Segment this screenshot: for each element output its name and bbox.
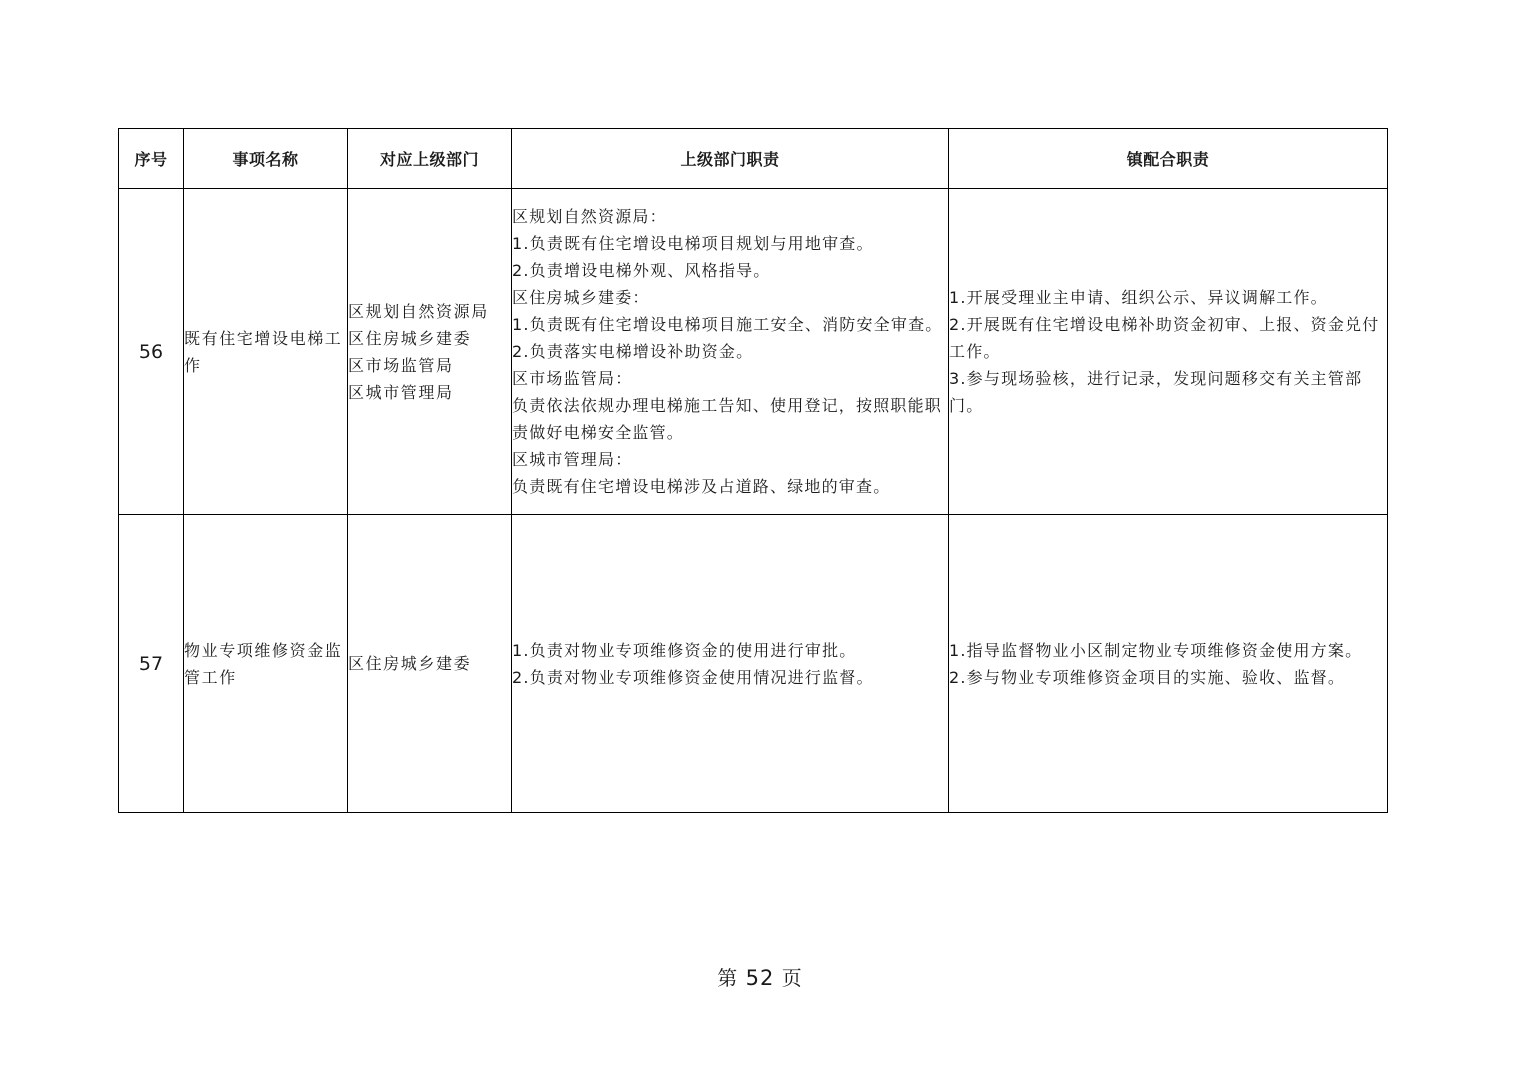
coop-line: 1.开展受理业主申请、组织公示、异议调解工作。 bbox=[949, 288, 1328, 307]
table-row bbox=[119, 515, 1388, 813]
page-number-value: 52 bbox=[745, 966, 775, 990]
duty-line: 1.负责对物业专项维修资金的使用进行审批。 bbox=[512, 640, 857, 660]
duty-line: 区规划自然资源局： bbox=[512, 207, 667, 226]
duty-line: 负责依法依规办理电梯施工告知、使用登记，按照职能职责做好电梯安全监管。 bbox=[512, 396, 943, 442]
duty-line: 区住房城乡建委： bbox=[512, 288, 650, 307]
coop-line: 2.开展既有住宅增设电梯补助资金初审、上报、资金兑付工作。 bbox=[949, 315, 1380, 361]
duty-line: 2.负责对物业专项维修资金使用情况进行监督。 bbox=[512, 667, 874, 687]
dept-line: 区城市管理局 bbox=[348, 382, 454, 402]
table-header-row bbox=[119, 129, 1388, 189]
dept-line: 区规划自然资源局 bbox=[348, 301, 489, 321]
page-number bbox=[0, 962, 1520, 991]
row-superior-dept bbox=[348, 515, 512, 813]
header-item-name: 事项名称 bbox=[184, 129, 348, 189]
duty-line: 1.负责既有住宅增设电梯项目规划与用地审查。 bbox=[512, 234, 874, 253]
header-superior-duty: 上级部门职责 bbox=[512, 129, 949, 189]
duty-table bbox=[118, 128, 1388, 813]
row-item-name bbox=[184, 515, 348, 813]
coop-line: 2.参与物业专项维修资金项目的实施、验收、监督。 bbox=[949, 667, 1346, 687]
coop-line: 3.参与现场验核，进行记录，发现问题移交有关主管部门。 bbox=[949, 369, 1363, 415]
header-seq: 序号 bbox=[119, 129, 184, 189]
duty-line: 区城市管理局： bbox=[512, 450, 633, 469]
row-town-duty bbox=[949, 515, 1388, 813]
row-superior-duty bbox=[512, 189, 949, 515]
duty-line: 2.负责落实电梯增设补助资金。 bbox=[512, 342, 754, 361]
header-town-duty: 镇配合职责 bbox=[949, 129, 1388, 189]
duty-line: 区市场监管局： bbox=[512, 369, 633, 388]
duty-line: 1.负责既有住宅增设电梯项目施工安全、消防安全审查。 bbox=[512, 315, 943, 334]
row-item-name bbox=[184, 189, 348, 515]
item-name-text: 物业专项维修资金监管工作 bbox=[184, 640, 343, 687]
row-superior-duty bbox=[512, 515, 949, 813]
row-superior-dept bbox=[348, 189, 512, 515]
page-number-prefix: 第 bbox=[717, 966, 739, 990]
duty-line: 2.负责增设电梯外观、风格指导。 bbox=[512, 261, 771, 280]
dept-line: 区住房城乡建委 bbox=[348, 654, 472, 673]
coop-line: 1.指导监督物业小区制定物业专项维修资金使用方案。 bbox=[949, 640, 1363, 660]
row-seq: 57 bbox=[119, 515, 184, 813]
duty-line: 负责既有住宅增设电梯涉及占道路、绿地的审查。 bbox=[512, 477, 891, 496]
row-seq: 56 bbox=[119, 189, 184, 515]
header-superior-dept: 对应上级部门 bbox=[348, 129, 512, 189]
dept-line: 区住房城乡建委 bbox=[348, 328, 472, 348]
table-row bbox=[119, 189, 1388, 515]
page-number-suffix: 页 bbox=[781, 966, 803, 990]
dept-line: 区市场监管局 bbox=[348, 355, 454, 375]
item-name-text: 既有住宅增设电梯工作 bbox=[184, 328, 343, 375]
row-town-duty bbox=[949, 189, 1388, 515]
